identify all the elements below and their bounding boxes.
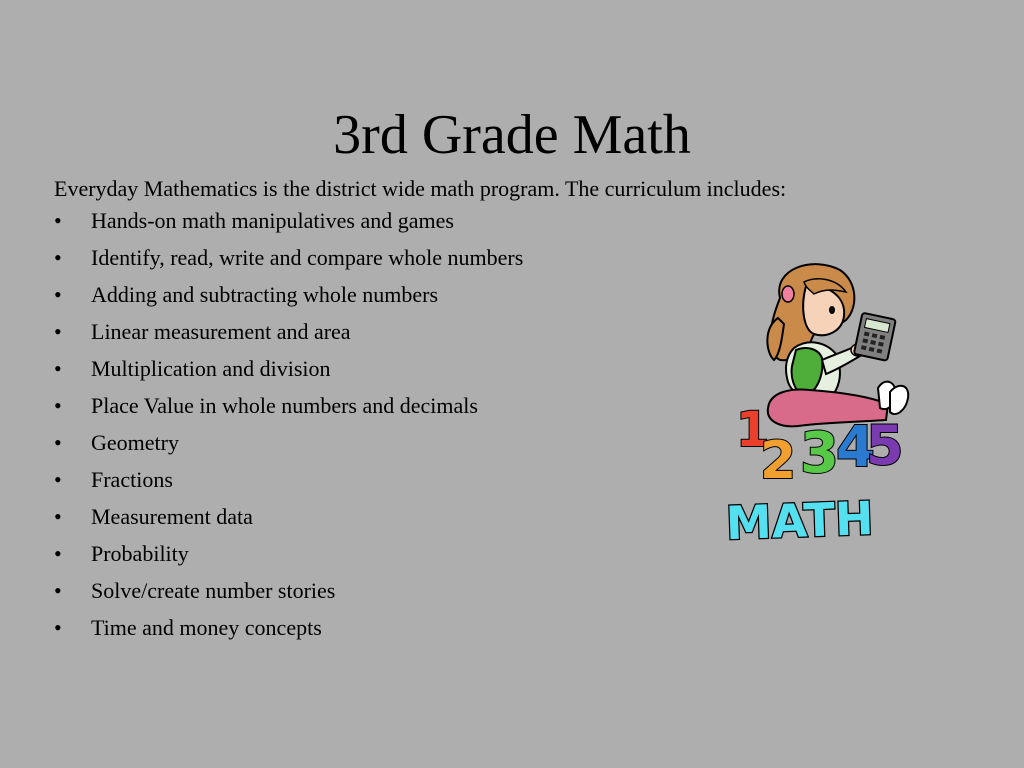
shoe-shape — [890, 386, 908, 414]
math-word: MATH — [724, 491, 875, 551]
bullet-glyph: • — [54, 319, 62, 344]
bullet-text: Place Value in whole numbers and decimals — [91, 393, 478, 418]
digit-1: 1 — [736, 402, 770, 458]
bullet-glyph: • — [54, 245, 62, 270]
intro-text: Everyday Mathematics is the district wide math program. The curriculum includes: — [54, 176, 787, 201]
bullet-text: Geometry — [91, 430, 179, 455]
calculator-icon — [854, 313, 896, 361]
bullet-glyph: • — [54, 504, 62, 529]
bullet-text: Identify, read, write and compare whole numbers — [91, 245, 524, 270]
bullet-item — [54, 614, 854, 642]
bullet-glyph: • — [54, 430, 62, 455]
bullet-glyph: • — [54, 356, 62, 381]
digit-5: 5 — [866, 414, 904, 477]
bullet-text: Measurement data — [91, 504, 253, 529]
bullet-item — [54, 207, 854, 235]
hair-bow-shape — [782, 286, 794, 302]
bullet-glyph: • — [54, 615, 62, 640]
bullet-glyph: • — [54, 282, 62, 307]
slide-title: 3rd Grade Math — [333, 104, 691, 166]
bullet-text: Multiplication and division — [91, 356, 331, 381]
bullet-text: Adding and subtracting whole numbers — [91, 282, 439, 307]
bullet-glyph: • — [54, 578, 62, 603]
bullet-text: Probability — [91, 541, 189, 566]
bullet-item — [54, 577, 854, 605]
digit-2: 2 — [760, 431, 797, 491]
math-girl-clipart — [718, 258, 918, 553]
bullet-text: Solve/create number stories — [91, 578, 336, 603]
bullet-glyph: • — [54, 393, 62, 418]
bullet-text: Time and money concepts — [91, 615, 322, 640]
digit-3: 3 — [800, 421, 839, 486]
bullet-text: Fractions — [91, 467, 173, 492]
bullet-glyph: • — [54, 541, 62, 566]
bullet-glyph: • — [54, 467, 62, 492]
bullet-text: Hands-on math manipulatives and games — [91, 208, 454, 233]
bullet-glyph: • — [54, 208, 62, 233]
digit-4: 4 — [836, 415, 875, 480]
bullet-text: Linear measurement and area — [91, 319, 351, 344]
